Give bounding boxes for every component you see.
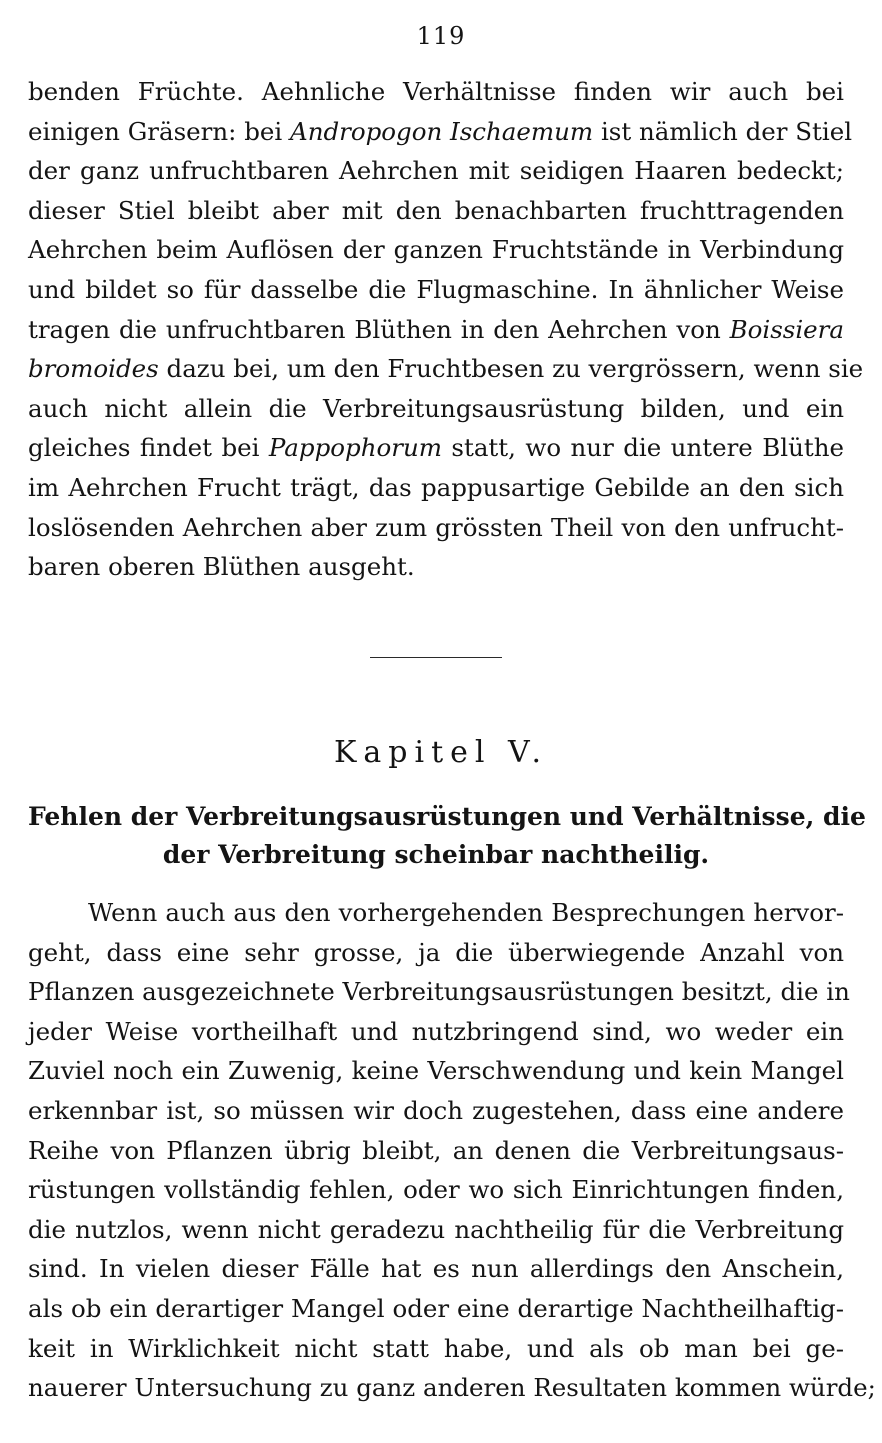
text-run: baren oberen Blüthen ausgeht. xyxy=(28,552,415,582)
chapter-heading xyxy=(28,798,866,874)
text-run: Pflanzen ausgezeichnete Verbreitungsausrüstungen besitzt, die in xyxy=(28,977,850,1007)
section-divider xyxy=(370,657,502,658)
text-line xyxy=(28,1051,844,1091)
text-line xyxy=(28,151,844,191)
text-line xyxy=(28,72,844,112)
text-run: und bildet so für dasselbe die Flugmaschine. In ähnlicher Weise xyxy=(28,274,844,304)
text-line xyxy=(28,1368,876,1408)
text-line xyxy=(28,389,844,429)
text-line xyxy=(28,468,844,508)
text-run: die nutzlos, wenn nicht geradezu nachtheilig für die Verbreitung xyxy=(28,1214,844,1244)
text-run: nauerer Untersuchung zu ganz anderen Resultaten kommen würde; xyxy=(28,1373,876,1403)
text-run: geht, dass eine sehr grosse, ja die überwiegende Anzahl von xyxy=(28,937,844,967)
page-number: 119 xyxy=(416,22,466,50)
text-run: Reihe von Pflanzen übrig bleibt, an denen die Verbreitungsaus- xyxy=(28,1135,844,1165)
text-run: auch nicht allein die Verbreitungsausrüstung bilden, und ein xyxy=(28,393,844,423)
text-run: benden Früchte. Aehnliche Verhältnisse finden wir auch bei xyxy=(28,77,844,106)
text-line xyxy=(28,547,844,587)
text-line xyxy=(28,349,864,389)
text-run: keit in Wirklichkeit nicht statt habe, und als ob man bei ge- xyxy=(28,1333,844,1363)
text-run: rüstungen vollständig fehlen, oder wo sich Einrichtungen finden, xyxy=(28,1175,844,1205)
text-line xyxy=(28,1210,844,1250)
text-run: tragen die unfruchtbaren Blüthen in den Aehrchen von xyxy=(28,314,730,344)
text-line xyxy=(28,1170,844,1210)
text-run: dazu bei, um den Fruchtbesen zu vergrössern, wenn sie xyxy=(158,354,864,384)
italic-term: Pappophorum xyxy=(268,433,442,463)
text-run: jeder Weise vortheilhaft und nutzbringend sind, wo weder ein xyxy=(28,1016,844,1046)
text-line xyxy=(28,893,844,933)
paragraph-continued xyxy=(28,72,864,587)
text-line xyxy=(28,1091,844,1131)
text-line xyxy=(28,1329,844,1369)
text-run: ist nämlich der Stiel xyxy=(593,116,853,146)
text-run: dieser Stiel bleibt aber mit den benachbarten fruchttragenden xyxy=(28,195,844,225)
text-run: gleiches findet bei xyxy=(28,433,269,463)
text-run: loslösenden Aehrchen aber zum grössten Theil von den unfrucht- xyxy=(28,512,844,542)
chapter-heading-line-2: der Verbreitung scheinbar nachtheilig. xyxy=(162,840,710,869)
text-run: sind. In vielen dieser Fälle hat es nun allerdings den Anschein, xyxy=(28,1254,844,1284)
text-line xyxy=(28,1289,844,1329)
text-run: Wenn auch aus den vorhergehenden Besprechungen hervor- xyxy=(88,898,844,927)
text-line xyxy=(28,972,850,1012)
italic-term: bromoides xyxy=(28,354,159,384)
text-line xyxy=(28,230,844,270)
text-line xyxy=(28,191,844,231)
text-run: einigen Gräsern: bei xyxy=(28,116,290,146)
text-line xyxy=(28,1131,844,1171)
paragraph-new xyxy=(28,893,876,1408)
text-run: der ganz unfruchtbaren Aehrchen mit seidigen Haaren bedeckt; xyxy=(28,156,844,186)
chapter-heading-line-1: Fehlen der Verbreitungsausrüstungen und Verhältnisse, die xyxy=(28,802,866,831)
text-run: im Aehrchen Frucht trägt, das pappusartige Gebilde an den sich xyxy=(28,472,844,502)
text-line xyxy=(28,310,844,350)
text-run: statt, wo nur die untere Blüthe xyxy=(441,433,844,463)
text-line xyxy=(28,1249,844,1289)
chapter-title: Kapitel V. xyxy=(334,735,548,770)
text-line xyxy=(28,1012,844,1052)
text-line xyxy=(28,428,844,468)
italic-term: Boissiera xyxy=(729,314,844,344)
text-run: erkennbar ist, so müssen wir doch zugestehen, dass eine andere xyxy=(28,1095,844,1125)
text-line xyxy=(28,112,853,152)
text-line xyxy=(28,508,844,548)
text-run: Zuviel noch ein Zuwenig, keine Verschwendung und kein Mangel xyxy=(28,1056,844,1086)
text-line xyxy=(28,933,844,973)
text-run: als ob ein derartiger Mangel oder eine derartige Nachtheilhaftig- xyxy=(28,1293,844,1323)
italic-term: Andropogon Ischaemum xyxy=(290,116,594,146)
text-run: Aehrchen beim Auflösen der ganzen Fruchtstände in Verbindung xyxy=(28,235,844,265)
text-line xyxy=(28,270,844,310)
